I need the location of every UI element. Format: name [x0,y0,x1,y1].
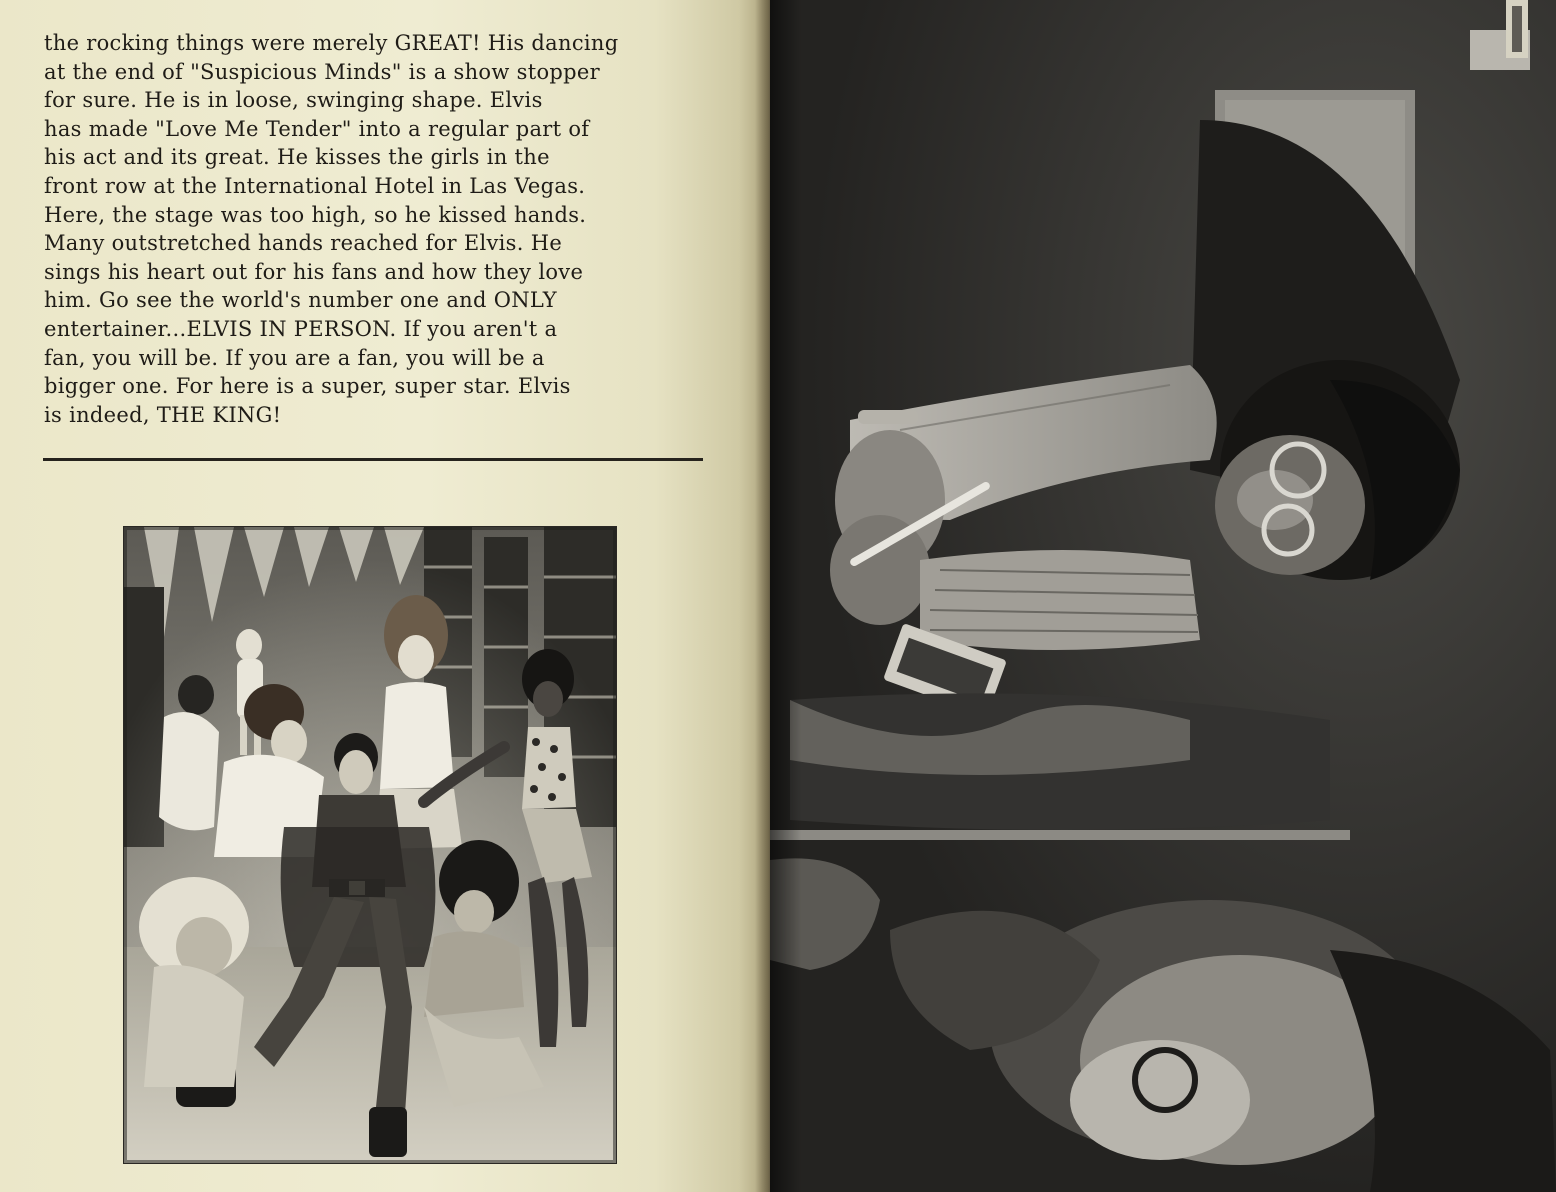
text-line: entertainer...ELVIS IN PERSON. If you aren't a [44,316,558,341]
text-line: his act and its great. He kisses the girls in the [44,145,550,170]
photo-dancers-illustration [124,527,616,1163]
photo-elvis-portrait-illustration [770,0,1556,1192]
text-line: for sure. He is in loose, swinging shape. Elvis [44,88,543,113]
left-page [0,0,770,1192]
text-line: him. Go see the world's number one and ONLY [44,288,557,313]
text-line: Many outstretched hands reached for Elvis. He [44,231,563,256]
text-line: has made "Love Me Tender" into a regular part of [44,116,590,141]
section-divider-rule [43,458,703,461]
text-line: front row at the International Hotel in Las Vegas. [44,173,586,198]
text-line: sings his heart out for his fans and how they love [44,259,584,284]
text-line: Here, the stage was too high, so he kissed hands. [44,202,587,227]
text-line: at the end of "Suspicious Minds" is a show stopper [44,59,600,84]
text-line: the rocking things were merely GREAT! His dancing [44,31,619,55]
text-line: fan, you will be. If you are a fan, you will be a [44,345,545,370]
photo-dancers-scene [124,527,616,1163]
photo-elvis-with-cigar [770,0,1556,1192]
text-line: bigger one. For here is a super, super star. Elvis [44,374,571,399]
article-body-text [44,29,734,429]
text-line: is indeed, THE KING! [44,402,282,427]
